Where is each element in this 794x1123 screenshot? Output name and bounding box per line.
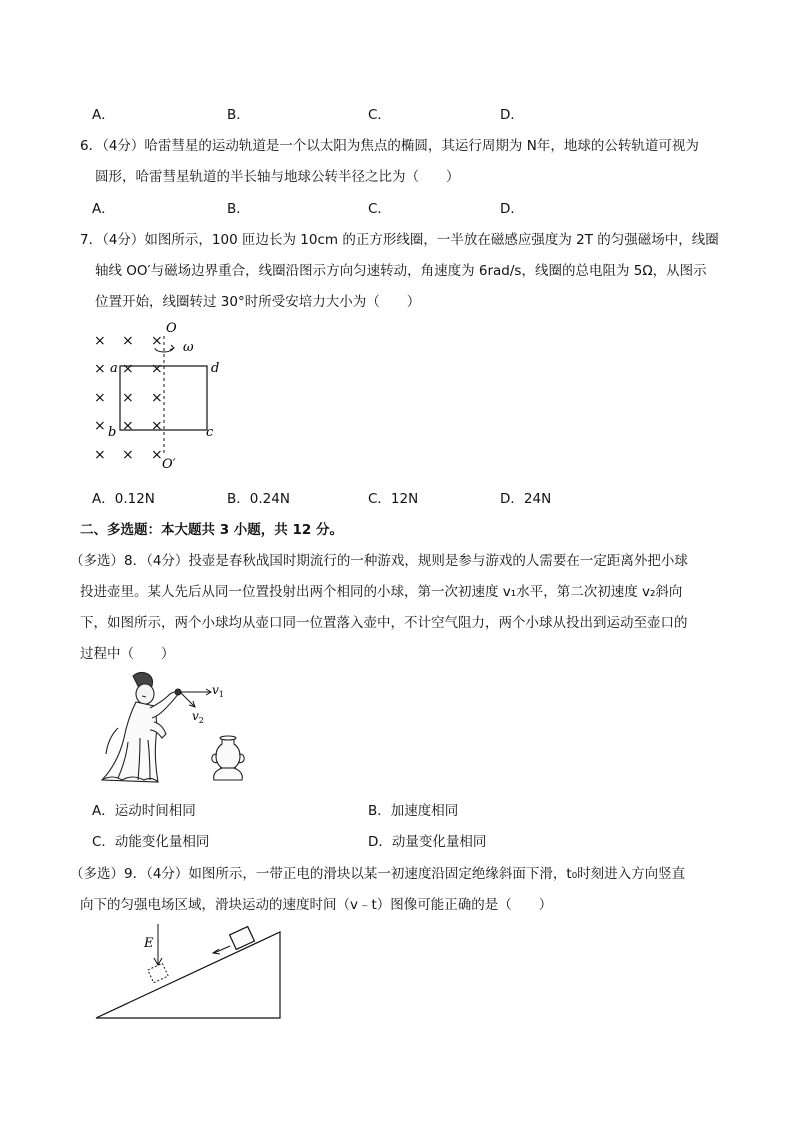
q9-incline-figure [92,922,287,1024]
field-cross: × [94,361,106,377]
q7-text-line1: 7．（4分）如图所示，100 匝边长为 10cm 的正方形线圈，一半放在磁感应强度为 2T 的匀强磁场中，线圈 [80,232,719,248]
field-cross: × [94,333,106,349]
q6-option-a: A． [92,201,115,217]
q7-coil-figure [85,318,235,478]
q5-option-b: B． [227,107,250,123]
field-cross: × [151,418,163,434]
velocity-arrow [214,946,230,953]
q6-option-d: D． [500,201,524,217]
q8-text-line1: （多选）8．（4分）投壶是春秋战国时期流行的一种游戏，规则是参与游戏的人需要在一定距离外把小球 [70,553,688,569]
incline-slope [96,932,280,1018]
q7-text-line3: 位置开始，线圈转过 30°时所受安培力大小为（ ） [95,294,421,310]
q8-option-c: C．动能变化量相同 [92,834,210,850]
label-o-prime: O′ [162,457,176,472]
player-figure-icon [102,672,181,782]
q8-option-b: B．加速度相同 [368,803,459,819]
q7-option-a: A．0.12N [92,491,155,507]
field-cross: × [122,390,134,406]
field-cross: × [122,418,134,434]
q6-text-line1: 6．（4分）哈雷彗星的运动轨道是一个以太阳为焦点的椭圆，其运行周期为 N年，地球的公转轨道可视为 [80,138,699,154]
field-cross: × [151,361,163,377]
field-cross: × [94,390,106,406]
block-dashed [148,963,168,982]
field-cross: × [122,447,134,463]
label-a: a [110,361,118,376]
field-cross: × [151,447,163,463]
q6-option-b: B． [227,201,250,217]
q7-text-line2: 轴线 OO′与磁场边界重合，线圈沿图示方向匀速转动，角速度为 6rad/s，线圈的总电阻为 5Ω，从图示 [95,263,707,279]
q8-option-d: D．动量变化量相同 [368,834,487,850]
label-v2: $v_2$ [192,709,204,725]
field-cross: × [94,447,106,463]
q8-touhu-figure [88,668,268,790]
label-b: b [108,425,117,440]
label-v1: $v_1$ [212,683,224,699]
q7-option-c: C．12N [368,491,419,507]
q8-text-line2: 投进壶里。某人先后从同一位置投射出两个相同的小球，第一次初速度 v₁水平，第二次初速度 v₂斜向 [80,584,683,600]
q8-text-line3: 下，如图所示，两个小球均从壶口同一位置落入壶中，不计空气阻力，两个小球从投出到运动至壶口的 [80,615,688,631]
label-c: c [206,425,214,440]
v2-arrow [180,692,194,706]
section-heading: 二、多选题：本大题共 3 小题，共 12 分。 [80,522,343,538]
q7-option-b: B．0.24N [227,491,290,507]
q7-option-d: D．24N [500,491,552,507]
pot-icon [212,736,244,780]
q9-text-line2: 向下的匀强电场区域，滑块运动的速度时间（v﹣t）图像可能正确的是（ ） [80,897,553,913]
label-d: d [211,361,220,376]
q6-option-c: C． [368,201,391,217]
q9-text-line1: （多选）9．（4分）如图所示，一带正电的滑块以某一初速度沿固定绝缘斜面下滑，t₀时刻进入方向竖直 [70,866,686,882]
label-e: E [144,936,154,951]
field-cross: × [151,333,163,349]
field-cross: × [151,390,163,406]
field-cross: × [122,333,134,349]
q5-option-d: D． [500,107,524,123]
q6-text-line2: 圆形，哈雷彗星轨道的半长轴与地球公转半径之比为（ ） [95,169,460,185]
q5-option-c: C． [368,107,391,123]
q8-option-a: A．运动时间相同 [92,803,196,819]
label-o: O [166,321,177,336]
label-omega: ω [183,340,194,355]
q5-option-a: A． [92,107,115,123]
q8-text-line4: 过程中（ ） [80,646,175,662]
field-cross: × [122,361,134,377]
field-cross: × [94,418,106,434]
